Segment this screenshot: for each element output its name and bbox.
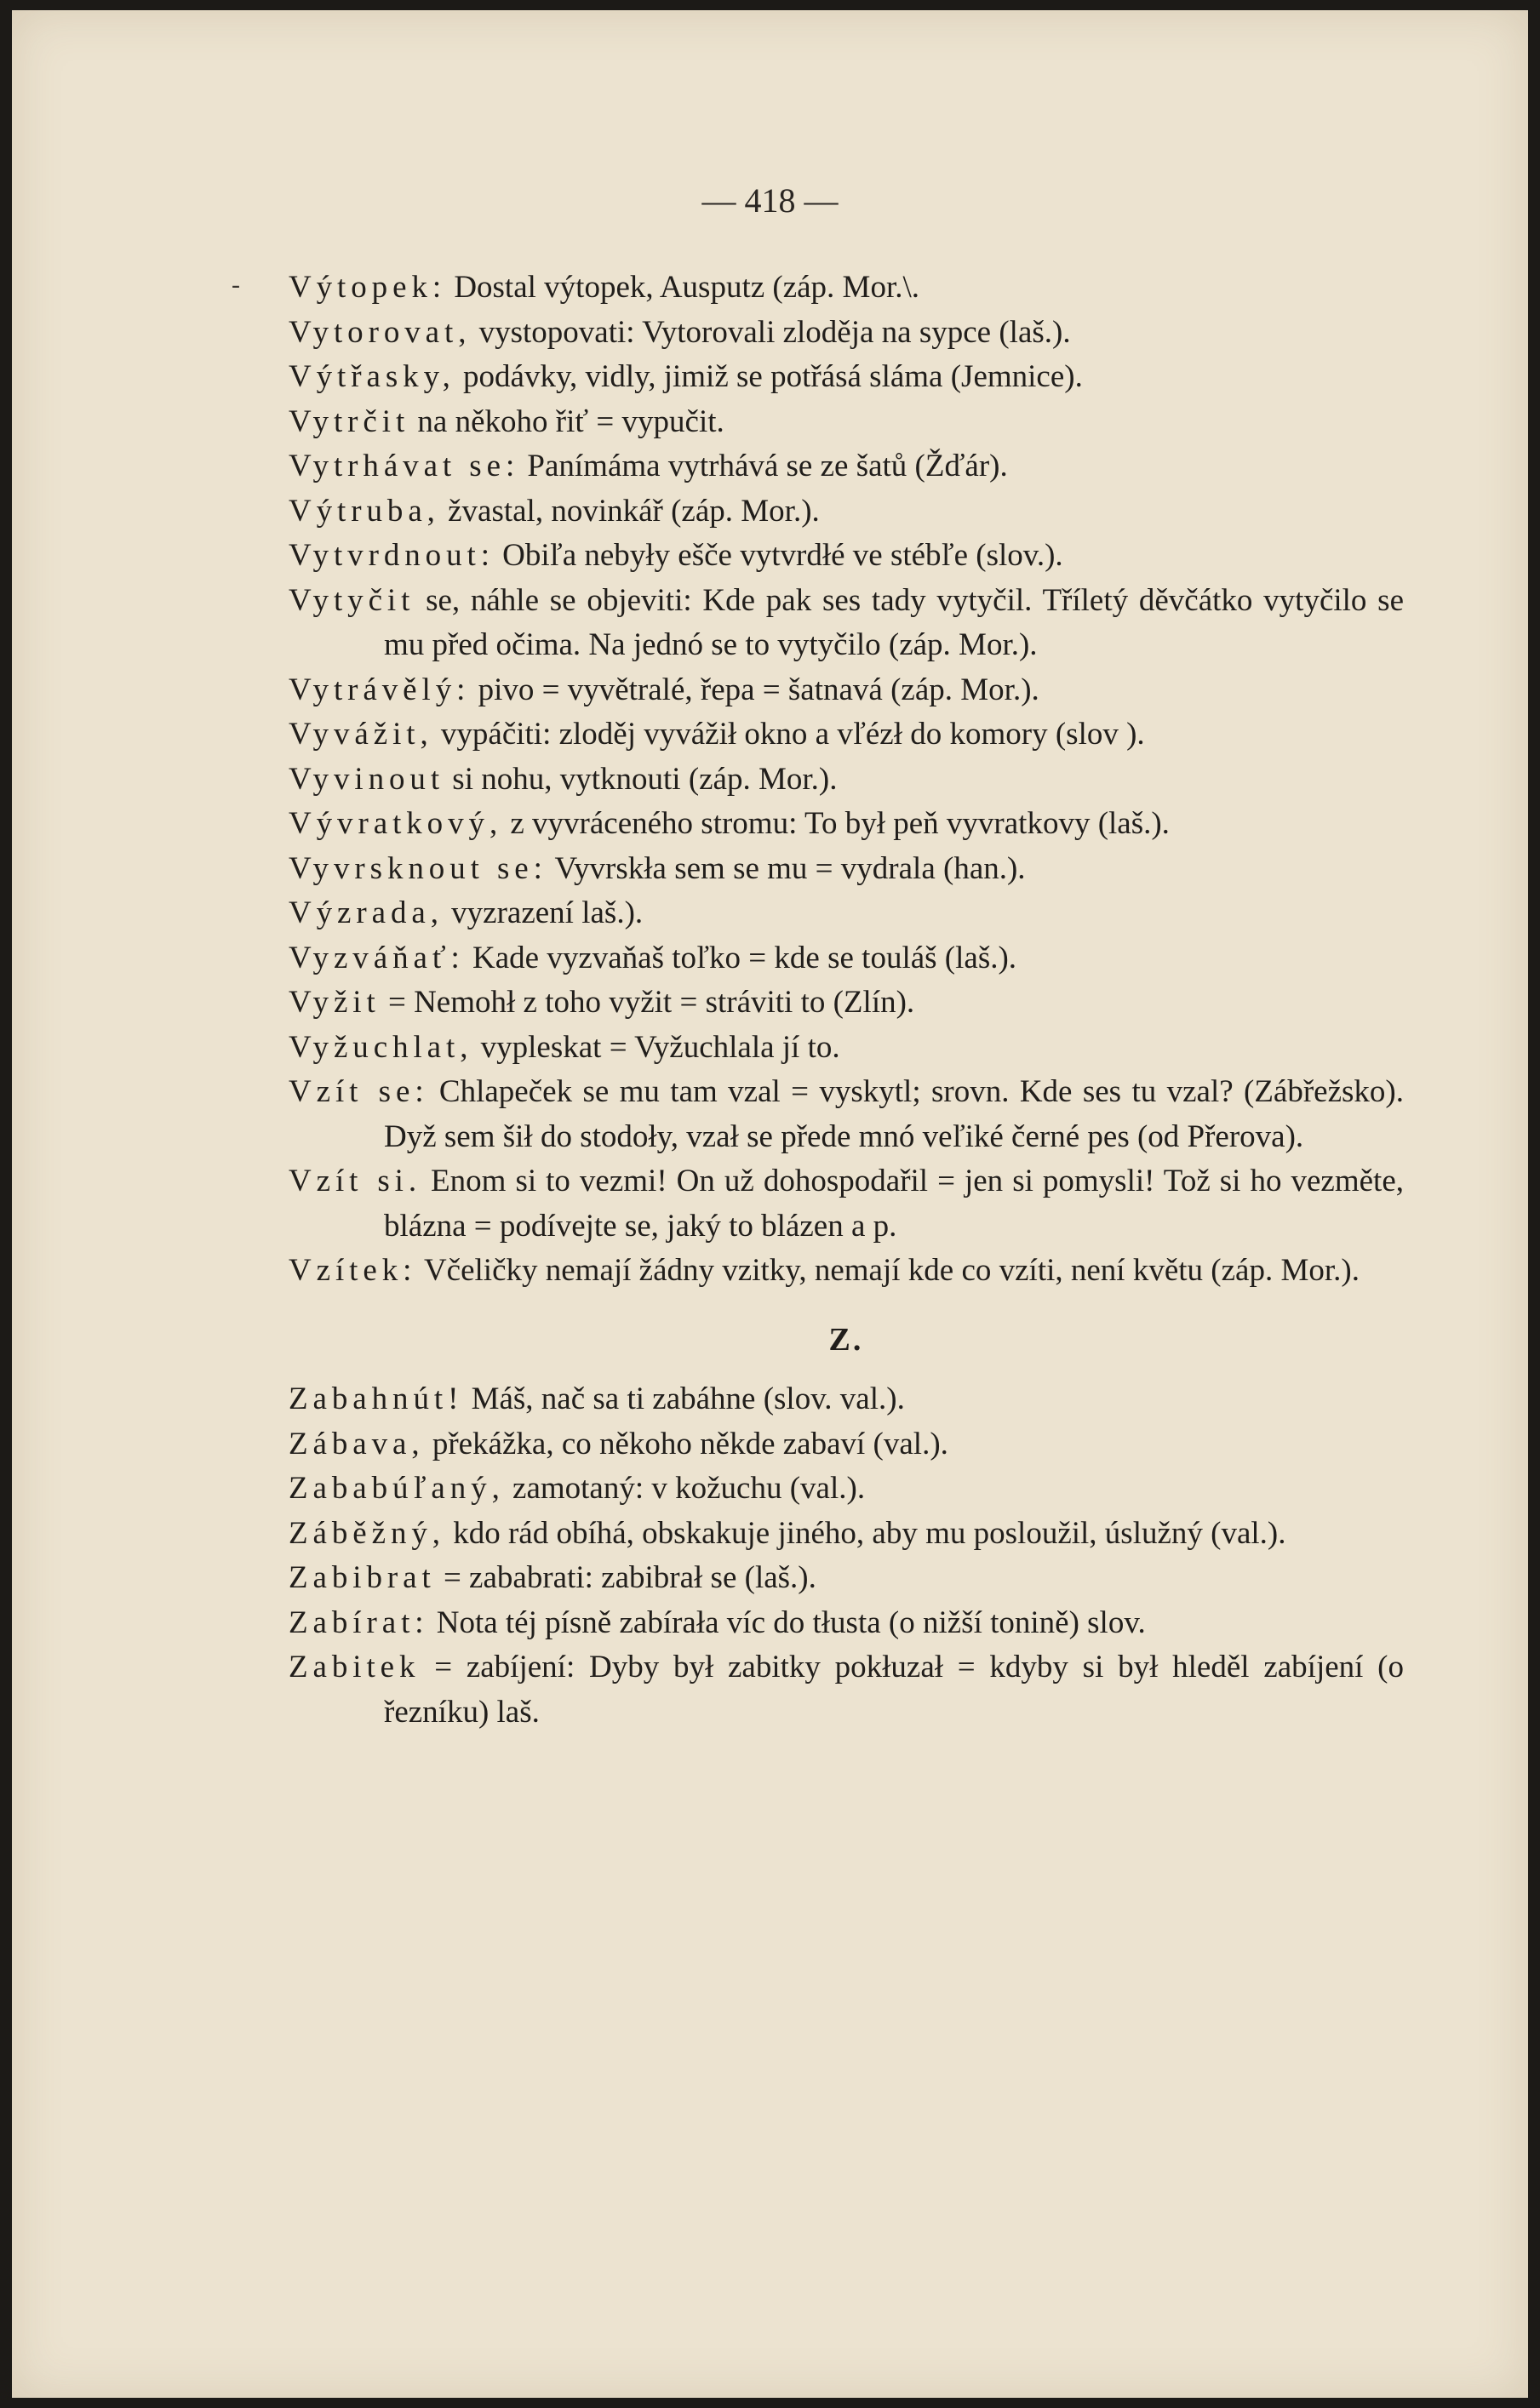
- dictionary-entry: [289, 579, 1404, 668]
- dictionary-entry: [289, 311, 1404, 356]
- definition: Včeličky nemají žádny vzitky, nemají kde co vzíti, není květu (záp. Mor.).: [416, 1253, 1360, 1288]
- headword: Vytvrdnout:: [289, 538, 495, 573]
- definition: vypáčiti: zloděj vyvážił okno a vľézł do komory (slov ).: [432, 717, 1145, 752]
- definition: = Nemohł z toho vyžit = stráviti to (Zlín).: [380, 985, 915, 1020]
- headword: Vyzváňať:: [289, 940, 465, 975]
- headword: Vyvážit,: [289, 717, 433, 752]
- definition: z vyvráceného stromu: To był peň vyvratkovy (laš.).: [502, 806, 1170, 841]
- dictionary-entry: [289, 400, 1404, 445]
- dictionary-entry: [289, 489, 1404, 535]
- headword: Vzítek:: [289, 1253, 417, 1288]
- definition: Enom si to vezmi! On už dohospodařil = jen si pomysli! Tož si ho vezměte, blázna = podívejte se, jaký to blázen a p.: [384, 1164, 1404, 1244]
- definition: Obiľa nebyły ešče vytvrdłé ve stébľe (slov.).: [494, 538, 1063, 573]
- dictionary-entry: [289, 534, 1404, 579]
- section-heading-z: Z.: [828, 1321, 864, 1358]
- headword: Vytrávělý:: [289, 672, 471, 707]
- definition: Nota téj písně zabírała víc do tłusta (o nižší tonině) slov.: [428, 1604, 1146, 1640]
- dictionary-entry: [289, 355, 1404, 400]
- definition: zamotaný: v kožuchu (val.).: [504, 1471, 866, 1506]
- dictionary-entry: [289, 936, 1404, 981]
- headword: Vyžuchlat,: [289, 1029, 473, 1065]
- dictionary-entry: [289, 758, 1404, 803]
- definition: podávky, vidly, jimiž se potřásá sláma (Jemnice).: [455, 359, 1083, 394]
- headword: Výtruba,: [289, 493, 440, 529]
- definition: Chlapeček se mu tam vzal = vyskytl; srovn. Kde ses tu vzal? (Zábřežsko). Dyž sem šił do stodoły, vzał se přede mnó veľiké černé pes (od Přerova).: [384, 1074, 1404, 1154]
- definition: vyzrazení laš.).: [443, 895, 644, 930]
- dictionary-entry: [289, 1601, 1404, 1646]
- headword: Zábava,: [289, 1426, 425, 1461]
- definition: Máš, nač sa ti zabáhne (slov. val.).: [463, 1381, 905, 1416]
- headword: Výzrada,: [289, 895, 444, 930]
- headword: Vytrhávat se:: [289, 449, 520, 483]
- entries-v: [289, 266, 1404, 1294]
- dictionary-entry: [289, 1422, 1404, 1467]
- definition: Kade vyzvaňaš toľko = kde se touláš (laš.).: [464, 940, 1017, 975]
- dictionary-entry: [289, 981, 1404, 1026]
- page-number: — 418 —: [701, 181, 839, 220]
- definition: si nohu, vytknouti (záp. Mor.).: [444, 761, 838, 797]
- definition: Dostal výtopek, Ausputz (záp. Mor.\.: [446, 270, 920, 305]
- dictionary-entry: [289, 668, 1404, 713]
- headword: Vytyčit: [289, 582, 415, 618]
- headword: Vytrčit: [289, 403, 410, 439]
- margin-mark: -: [232, 271, 240, 299]
- definition: žvastal, novinkář (záp. Mor.).: [439, 493, 820, 529]
- headword: Výtopek:: [289, 270, 447, 305]
- definition: vystopovati: Vytorovali zloděja na sypce (laš.).: [471, 314, 1071, 350]
- headword: Vzít si.: [289, 1164, 422, 1198]
- dictionary-entry: [289, 1467, 1404, 1512]
- dictionary-entry: [289, 1249, 1404, 1294]
- dictionary-entry: [289, 891, 1404, 936]
- definition: pivo = vyvětralé, řepa = šatnavá (záp. Mor.).: [470, 672, 1039, 707]
- dictionary-entry: [289, 1159, 1404, 1249]
- definition: = zababrati: zabibrał se (laš.).: [435, 1560, 816, 1595]
- dictionary-entry: [289, 444, 1404, 489]
- headword: Záběžný,: [289, 1515, 445, 1551]
- definition: překážka, co někoho někde zabaví (val.).: [424, 1426, 948, 1461]
- dictionary-entry: [289, 1070, 1404, 1159]
- definition: = zabíjení: Dyby był zabitky pokłuzał = kdyby si był hleděl zabíjení (o řezníku) laš.: [384, 1650, 1404, 1730]
- headword: Vyžit: [289, 985, 381, 1020]
- headword: Zabírat:: [289, 1604, 429, 1640]
- definition: na někoho řiť = vypučit.: [409, 403, 724, 439]
- headword: Vzít se:: [289, 1074, 429, 1109]
- headword: Zabibrat: [289, 1560, 436, 1595]
- dictionary-entry: [289, 1026, 1404, 1071]
- definition: Vyvrskła sem se mu = vydrala (han.).: [547, 850, 1026, 886]
- headword: Zababúľaný,: [289, 1471, 505, 1506]
- book-page: [12, 10, 1528, 2398]
- dictionary-entry: [289, 802, 1404, 847]
- definition: Panímáma vytrhává se ze šatů (Žďár).: [519, 449, 1008, 483]
- headword: Vývratkový,: [289, 806, 503, 841]
- headword: Vyvrsknout se:: [289, 850, 547, 886]
- dictionary-entry: [289, 1645, 1404, 1735]
- headword: Zabitek: [289, 1650, 421, 1684]
- dictionary-entry: [289, 712, 1404, 758]
- dictionary-entry: [289, 847, 1404, 892]
- definition: vypleskat = Vyžuchlala jí to.: [472, 1029, 840, 1065]
- definition: kdo rád obíhá, obskakuje jiného, aby mu posloužil, úslužný (val.).: [444, 1515, 1286, 1551]
- dictionary-text: [289, 266, 1404, 1735]
- dictionary-entry: [289, 266, 1404, 311]
- definition: se, náhle se objeviti: Kde pak ses tady vytyčil. Tříletý děvčátko vytyčilo se mu před očima. Na jednó se to vytyčilo (záp. Mor.).: [384, 582, 1404, 662]
- dictionary-entry: [289, 1512, 1404, 1557]
- headword: Vytorovat,: [289, 314, 472, 350]
- headword: Výtřasky,: [289, 359, 455, 394]
- dictionary-entry: [289, 1377, 1404, 1422]
- entries-z: [289, 1377, 1404, 1735]
- headword: Vyvinout: [289, 761, 445, 797]
- dictionary-entry: [289, 1556, 1404, 1601]
- headword: Zabahnút!: [289, 1381, 464, 1416]
